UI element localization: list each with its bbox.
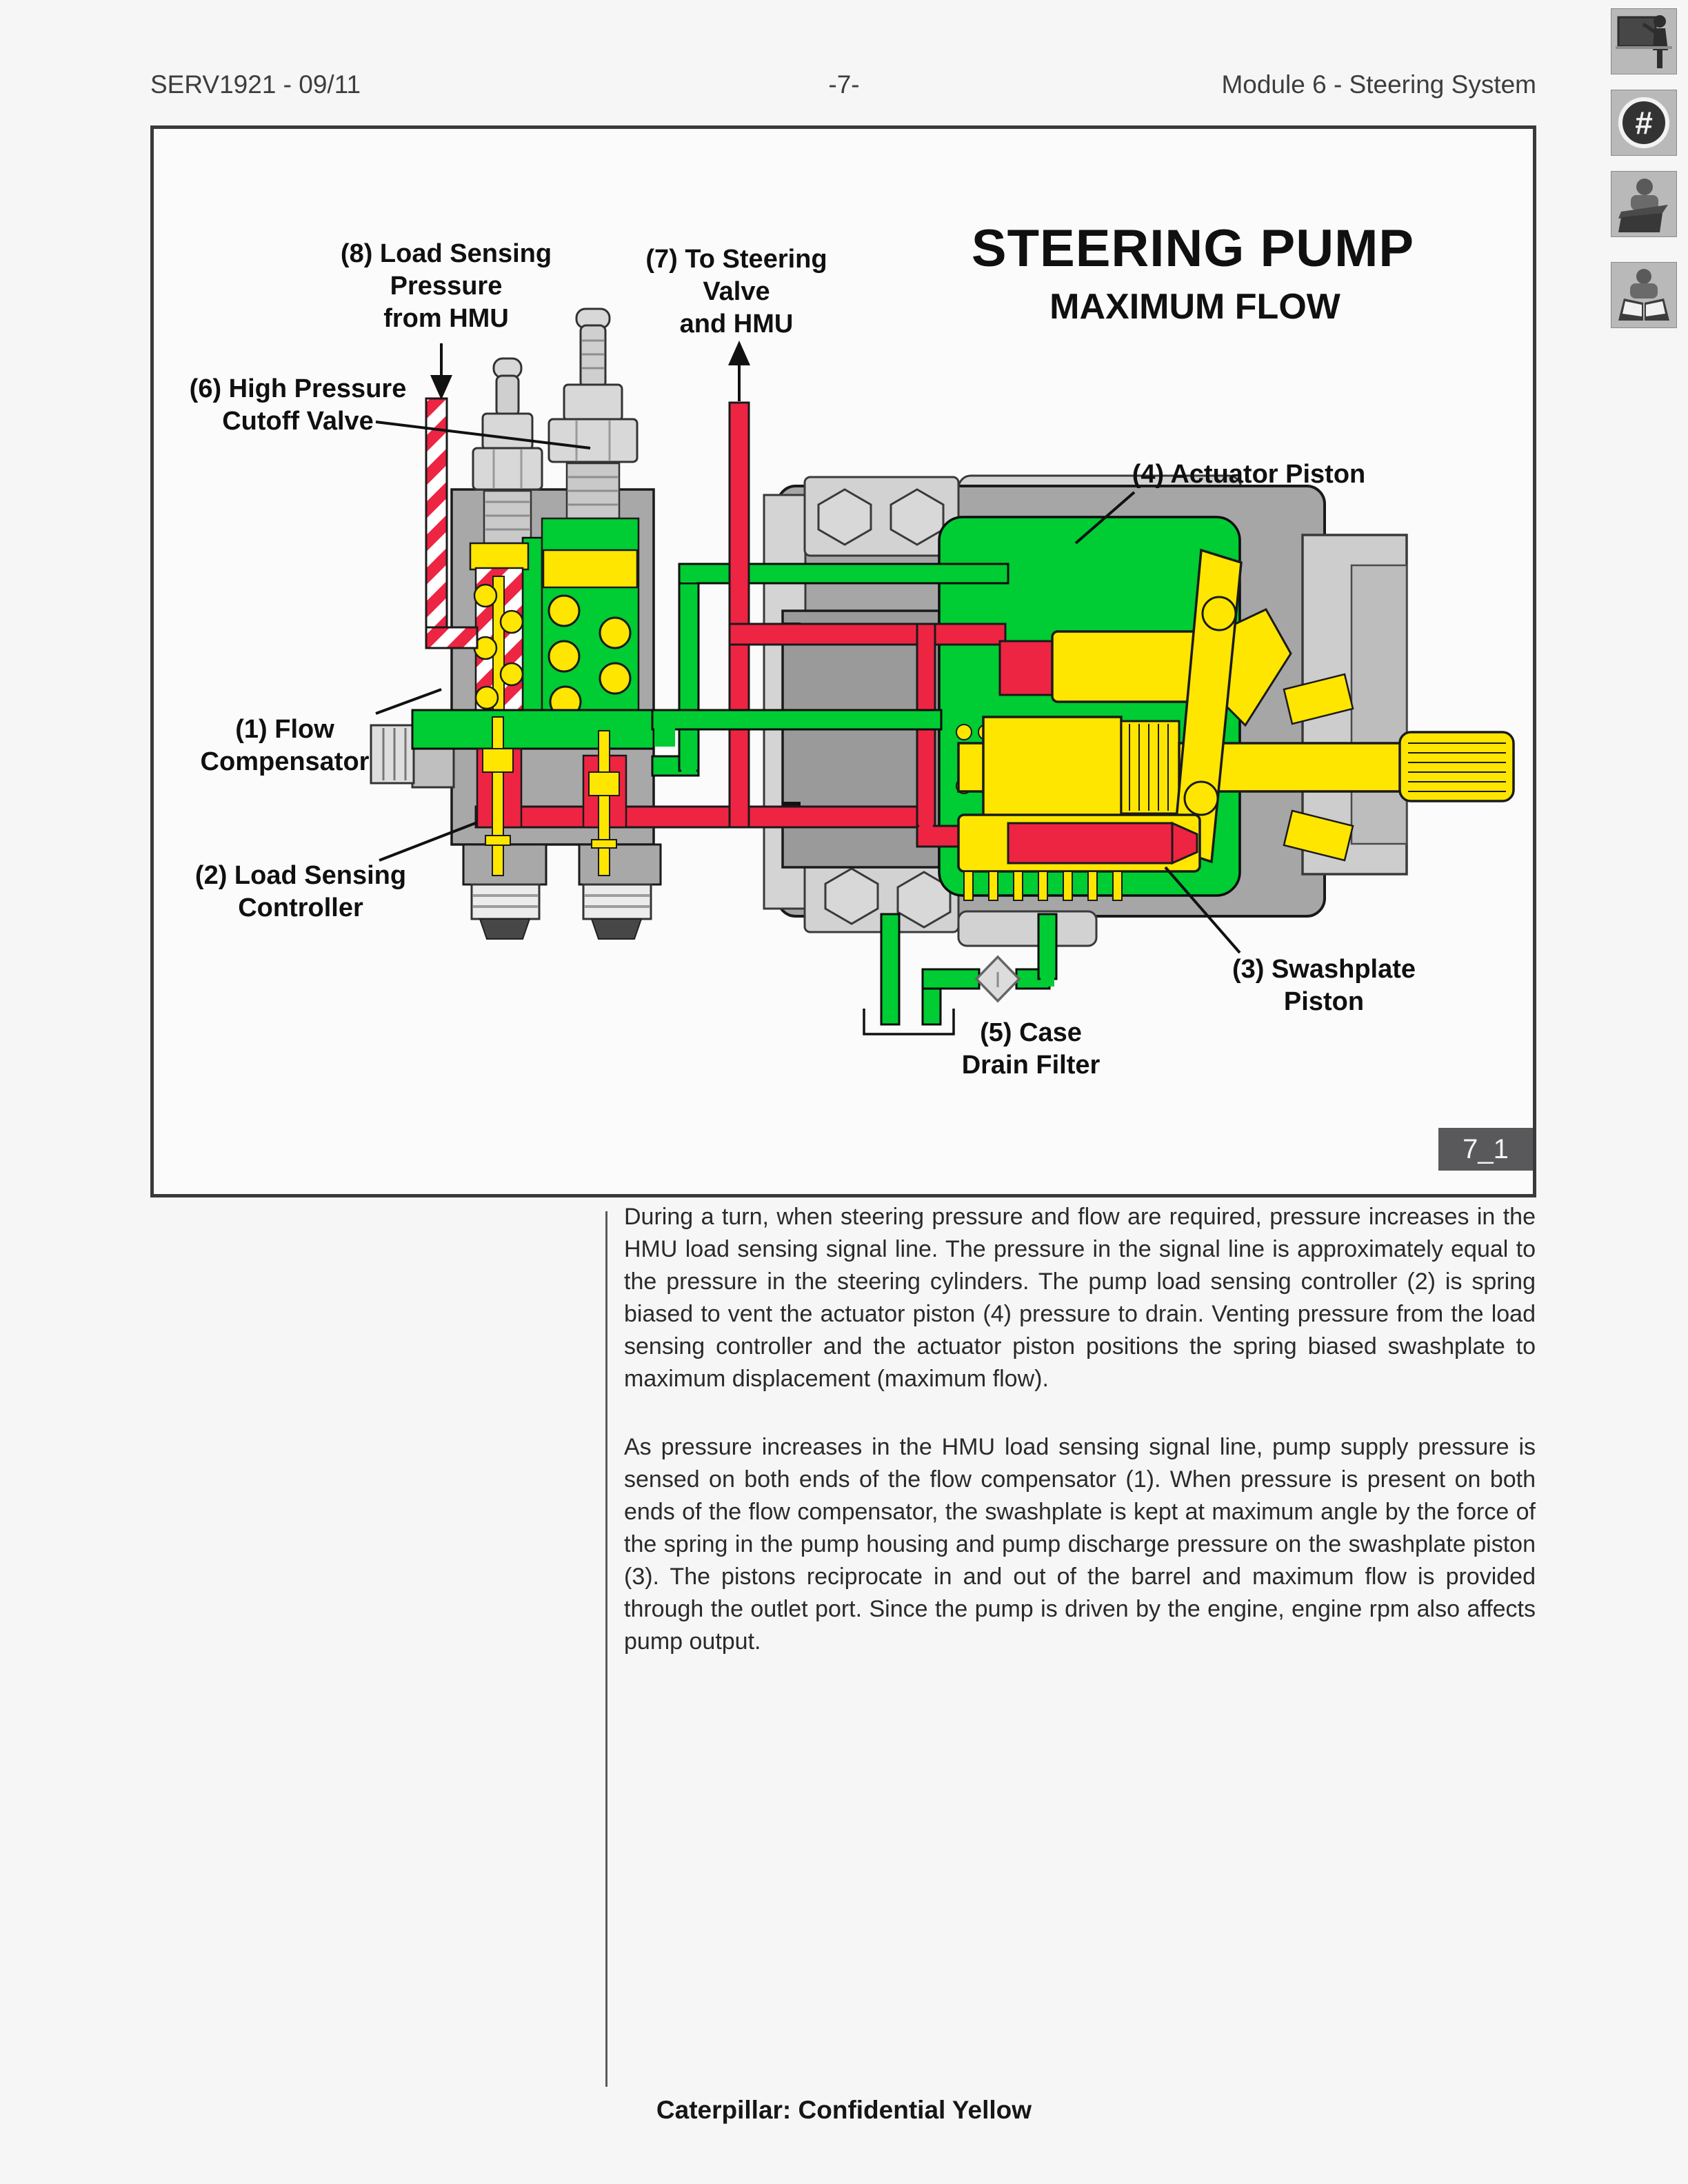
callout-3-swashplate-piston: (3) Swashplate Piston	[1232, 955, 1416, 1016]
header-doc-id: SERV1921 - 09/11	[150, 70, 361, 99]
load-sensing-controller-bore	[542, 518, 639, 725]
swashplate-piston	[958, 815, 1200, 871]
reader-icon[interactable]	[1611, 262, 1677, 328]
flow-compensator-adjuster	[473, 358, 542, 489]
callout-7-to-steering-valve: (7) To Steering Valve and HMU	[645, 245, 827, 338]
to-steering-valve-line	[730, 403, 749, 827]
figure-number-badge: 7_1	[1438, 1128, 1533, 1171]
figure-subtitle: MAXIMUM FLOW	[1049, 287, 1340, 327]
presenter-icon[interactable]	[1611, 8, 1677, 74]
flow-compensator-bore	[470, 543, 528, 717]
high-pressure-cutoff-adjuster	[549, 309, 637, 462]
header-module-title: Module 6 - Steering System	[1221, 70, 1536, 99]
sidebar-icon-column	[1611, 8, 1677, 343]
header-page-number: -7-	[828, 70, 860, 99]
hash-glyph: #	[1635, 105, 1653, 141]
podium-speaker-icon[interactable]	[1611, 171, 1677, 237]
callout-4-actuator-piston: (4) Actuator Piston	[1132, 460, 1366, 489]
callout-2-load-sensing-controller: (2) Load Sensing Controller	[194, 861, 407, 922]
text-column-rule	[605, 1211, 607, 2087]
figure-frame	[150, 125, 1536, 1197]
body-paragraph-2: As pressure increases in the HMU load sensing signal line, pump supply pressure is sensed on both ends of the flow compensator (1). When pressure is present on both ends of the flow compensator, the swashplate is kept at maximum angle by the force of the spring in the pump housing and pump discharge pressure on the swashplate piston (3). The pistons reciprocate in and out of the barrel and maximum flow is provided through the outlet port. Since the pump is driven by the engine, engine rpm also affects pump output.	[624, 1434, 1536, 1655]
shaft-splines	[1121, 721, 1179, 813]
footer-confidential: Caterpillar: Confidential Yellow	[656, 2096, 1032, 2124]
page-number-icon[interactable]	[1611, 90, 1677, 156]
callout-8-load-sensing-pressure: (8) Load Sensing Pressure from HMU	[340, 239, 552, 333]
callout-1-flow-compensator: (1) Flow Compensator	[200, 715, 370, 776]
body-paragraph-1: During a turn, when steering pressure and flow are required, pressure increases in the HMU load sensing signal line. The pressure in the signal line is approximately equal to the pressure in the steering cylinders. The pump load sensing controller (2) is spring biased to vent the actuator piston (4) pressure to drain. Venting pressure from the load sensing controller and the actuator piston positions the spring biased swashplate to maximum displacement (maximum flow).	[624, 1204, 1536, 1392]
valve-side-port	[371, 725, 414, 783]
figure-title: STEERING PUMP	[971, 219, 1415, 278]
callout-6-high-pressure-cutoff: (6) High Pressure Cutoff Valve	[189, 374, 407, 436]
output-shaft-splined-end	[1400, 732, 1514, 801]
actuator-piston-chamber	[1000, 641, 1054, 695]
callout-5-case-drain-filter: (5) Case Drain Filter	[961, 1018, 1101, 1080]
